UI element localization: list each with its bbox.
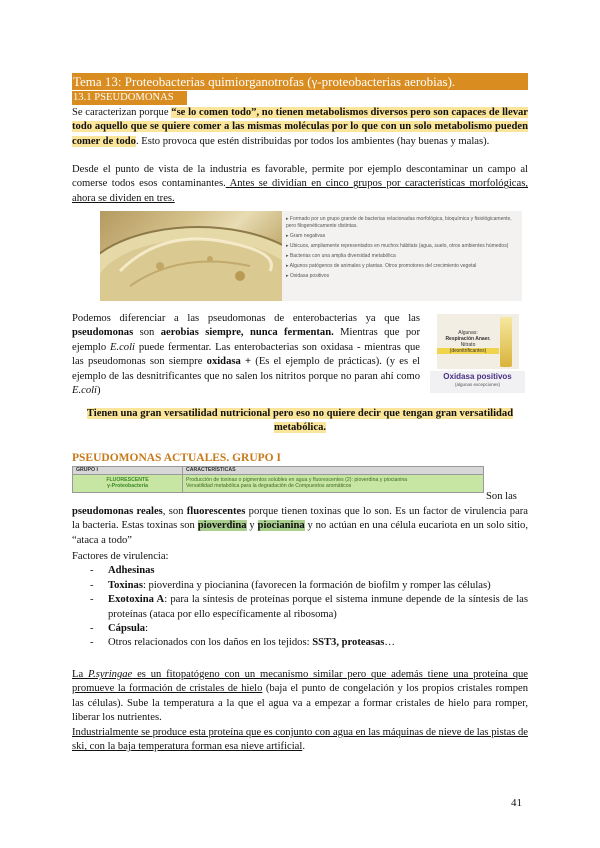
page-number: 41 [511, 797, 522, 809]
characteristics-figure [282, 211, 522, 301]
list-item: - Adhesinas [72, 564, 528, 578]
grupo-heading: PSEUDOMONAS ACTUALES. GRUPO I [72, 452, 281, 464]
table-cell-desc: Producción de toxinas o pigmentos solubles en agua y fluorescentes (2): pioverdina y piocianina Versatilidad metabólica para la degradación de Compuestos aromáticos [183, 475, 484, 493]
figure-bullet: ▸ Oxidasa positivos [286, 273, 330, 279]
intro-quote: “se lo comen todo” [171, 107, 257, 118]
fluorescent-paragraph: pseudomonas reales, son fluorescentes porque tienen toxinas que lo son. Es un factor de virulencia para la bacteria. Estas toxinas son pioverdina y piocianina y no actúan en una célula eucariota en un solo sitio, “ataca a todo” [72, 506, 529, 546]
table-header: GRUPO I [73, 467, 183, 475]
table-cell-name: FLUORESCENTE γ-Proteobacteria [73, 475, 183, 493]
culture-plate-icon [100, 211, 282, 301]
industry-paragraph [72, 163, 528, 206]
oxidase-figure [430, 314, 525, 394]
test-tube-icon [500, 317, 512, 367]
versatility-note: Tienen una gran versatilidad nutricional pero eso no quiere decir que tengan gran versatilidad metabólica. [86, 408, 514, 434]
figure-bullet: ▸ Bacterias con una amplia diversidad metabólica [286, 253, 396, 259]
figure-bullet: ▸ Algunos patógenos de animales y plantas. Otros promotores del crecimiento vegetal [286, 263, 477, 269]
section-title: 13.1 PSEUDOMONAS [72, 91, 187, 105]
industry-underlined: Antes se dividían en cinco grupos por características morfológicas, ahora se dividen en tres. [72, 178, 528, 204]
oxidase-caption: Oxidasa positivos (algunas excepciones) [430, 371, 525, 393]
list-item: - Exotoxina A: para la síntesis de proteínas porque el sistema inmune depende de la síntesis de las proteínas (ataca por ello específicamente al ribosoma) [72, 593, 528, 622]
intro-paragraph [72, 106, 528, 149]
intro-highlight: , no tienen metabolismos diversos pero son capaces de llevar todo aquello que se quiere comer a las mismas moléculas por lo que con un solo metabolismo pueden comer de todo [72, 107, 528, 147]
table-row [73, 475, 484, 493]
list-item: - Otros relacionados con los daños en los tejidos: SST3, proteasas… [72, 636, 528, 650]
syringae-paragraph: La P.syringae es un fitopatógeno con un mecanismo similar pero que además tiene una proteína que promueve la formación de cristales de hielo (baja el punto de congelación y los propios cristales rompen las células). Sube la temperatura a la que el agua va a empezar a formar cristales de hielo para romper, liberar los nutrientes. [72, 669, 528, 724]
tube-label: Algunas: Respiración Anaer. Nitrato (desnitrificantes) [437, 330, 499, 354]
list-item: - Toxinas: pioverdina y piocianina (favorecen la formación de biofilm y romper las células) [72, 579, 528, 593]
culture-plate-photo [100, 211, 282, 301]
figure-bullet: ▸ Ubicuos, ampliamente representados en muchos hábitats (agua, suelo, otros ambientes húmedos) [286, 243, 509, 249]
grupo-table [72, 466, 484, 493]
list-item: - Cápsula: [72, 622, 528, 636]
differentiation-paragraph: Podemos diferenciar a las pseudomonas de enterobacterias ya que las pseudomonas son aerobias siempre, nunca fermentan. Mientras que por ejemplo E.coli puede fermentar. Las enterobacterias son oxidasa - mientras que las pseudomonas son siempre oxidasa + (Es el ejemplo de prácticas). (y es el ejemplo de las desnitrificantes que no salen los nitritos porque no paran ahí como E.coli) [72, 313, 420, 397]
industry-text: Desde el punto de vista de la industria es favorable, permite por ejemplo descontaminar un campo al comerse todos esos contaminantes. [72, 164, 528, 190]
industrial-paragraph: Industrialmente se produce esta proteína que es conjunto con agua en las máquinas de nieve de las pistas de ski, con la baja temperatura forman esa nieve artificial. [72, 727, 528, 753]
chapter-title: Tema 13: Proteobacterias quimiorganotrofas (γ-proteobacterias aerobias). [72, 73, 528, 90]
figure-bullet: ▸ Gram negativas [286, 233, 326, 239]
intro-text-end: . Esto provoca que estén distribuidas por todos los ambientes (hay buenas y malas). [135, 135, 490, 147]
figure-bullet: ▸ Formado por un grupo grande de bacterias relacionadas morfológica, bioquímica y fisiológicamente, pero filogenéticamente distintas. [286, 216, 512, 229]
virulence-list [72, 564, 528, 650]
table-trailing-text: Son las [486, 491, 517, 502]
virulence-title: Factores de virulencia: [72, 551, 169, 562]
table-header-row [73, 467, 484, 475]
virulence-section [72, 550, 528, 651]
intro-text: Se caracterizan porque [72, 107, 172, 118]
table-header: CARACTERÍSTICAS [183, 467, 484, 475]
